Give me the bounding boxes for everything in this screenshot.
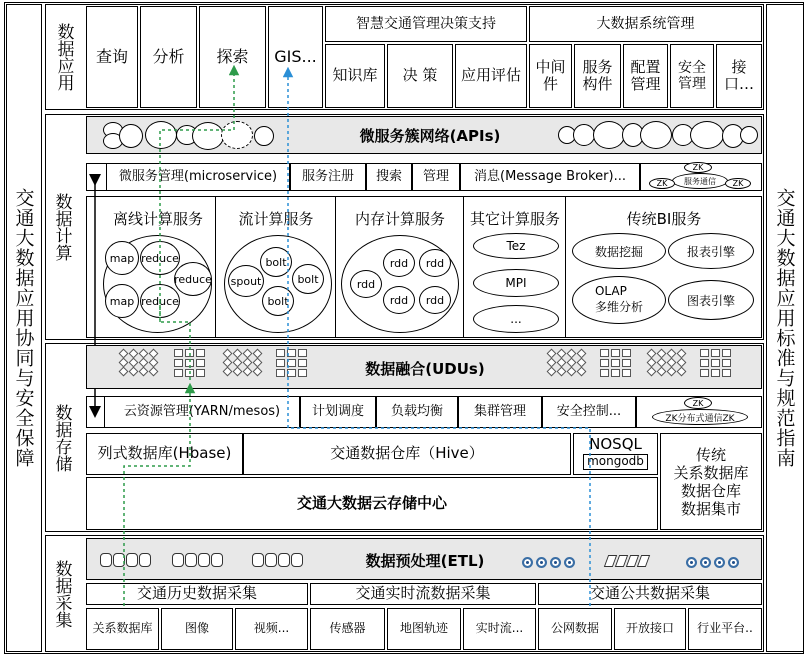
mongodb-label: mongodb xyxy=(583,454,648,470)
zk-node-left: ZK xyxy=(649,178,675,189)
source-video[interactable]: 视频... xyxy=(235,608,308,650)
app-layer-label: 数据应用 xyxy=(53,23,74,91)
rdd-node: rdd xyxy=(419,249,451,277)
hbase-box[interactable]: 列式数据库(Hbase) xyxy=(86,433,243,475)
source-industry-platform[interactable]: 行业平台.. xyxy=(688,608,762,650)
collect-layer-label: 数据采集 xyxy=(51,559,72,628)
cluster-node xyxy=(192,122,224,150)
offline-title: 离线计算服务 xyxy=(112,210,203,228)
udu-diamond-grid xyxy=(224,350,262,375)
map-node: map xyxy=(105,284,139,318)
bolt-node: bolt xyxy=(292,264,324,294)
query-box[interactable]: 查询 xyxy=(86,6,138,108)
spout-node: spout xyxy=(228,265,264,297)
source-public-net[interactable]: 公网数据 xyxy=(538,608,612,650)
source-relational-db[interactable]: 关系数据库 xyxy=(86,608,159,650)
service-component-box[interactable]: 服务构件 xyxy=(574,44,621,108)
analysis-box[interactable]: 分析 xyxy=(140,6,197,108)
chart-engine-node: 图表引擎 xyxy=(668,280,754,320)
source-sensor[interactable]: 传感器 xyxy=(310,608,385,650)
etl-drum-icons xyxy=(100,552,152,571)
traditional-db-box[interactable]: 传统 关系数据库 数据仓库 数据集市 xyxy=(660,433,762,530)
udu-square-grid xyxy=(700,349,731,377)
udu-diamond-grid xyxy=(120,350,158,375)
cluster-node xyxy=(740,126,758,144)
ms-search[interactable]: 搜索 xyxy=(366,163,412,191)
schedule-box[interactable]: 计划调度 xyxy=(300,396,376,428)
map-node: map xyxy=(105,241,139,275)
report-engine-node: 报表引擎 xyxy=(668,233,754,269)
ms-register[interactable]: 服务注册 xyxy=(290,163,366,191)
storage-layer-label: 数据存储 xyxy=(51,403,72,472)
ms-manage[interactable]: 管理 xyxy=(412,163,460,191)
right-banner xyxy=(766,4,804,652)
decision-support-title: 智慧交通管理决策支持 xyxy=(325,6,527,42)
realtime-collect[interactable]: 交通实时流数据采集 xyxy=(310,583,536,605)
explore-box[interactable]: 探索 xyxy=(199,6,266,108)
etl-gear-icons xyxy=(522,553,578,572)
mpi-node: MPI xyxy=(473,269,559,297)
rdd-node: rdd xyxy=(419,286,451,314)
middleware-box[interactable]: 中间件 xyxy=(529,44,572,108)
source-image[interactable]: 图像 xyxy=(161,608,233,650)
rdd-node: rdd xyxy=(350,270,382,298)
memory-title: 内存计算服务 xyxy=(354,210,445,228)
ms-management[interactable]: 微服务管理(microservice) xyxy=(106,163,290,191)
cloud-storage-center[interactable]: 交通大数据云存储中心 xyxy=(86,477,658,530)
udu-square-grid xyxy=(174,349,205,377)
etl-drum-icons xyxy=(172,552,224,571)
cluster-node xyxy=(221,121,253,149)
zk-dist-top: ZK xyxy=(684,397,712,409)
security-ctrl-box[interactable]: 安全控制... xyxy=(542,396,636,428)
knowledge-box[interactable]: 知识库 xyxy=(325,44,385,108)
udu-diamond-grid xyxy=(548,350,586,375)
cluster-node xyxy=(593,121,625,149)
zk-node-right: ZK xyxy=(725,178,751,189)
balance-box[interactable]: 负载均衡 xyxy=(376,396,458,428)
left-banner-text: 交通大数据应用协同与安全保障 xyxy=(12,188,35,468)
microservice-network-title: 微服务簇网络(APIs) xyxy=(359,127,501,145)
data-mining-node: 数据挖掘 xyxy=(572,233,666,269)
zk-node-top: ZK xyxy=(684,162,712,173)
evaluation-box[interactable]: 应用评估 xyxy=(455,44,527,108)
decision-box[interactable]: 决 策 xyxy=(387,44,453,108)
security-box[interactable]: 安全管理 xyxy=(670,44,714,108)
yarn-box[interactable]: 云资源管理(YARN/mesos) xyxy=(104,396,300,428)
bolt-node: bolt xyxy=(262,286,294,316)
reduce-node: reduce xyxy=(140,241,180,275)
rdd-node: rdd xyxy=(383,286,415,314)
cluster-node xyxy=(573,124,595,146)
history-collect[interactable]: 交通历史数据采集 xyxy=(86,583,308,605)
cluster-node xyxy=(640,121,672,149)
tez-node: Tez xyxy=(473,233,559,259)
etl-drum-icons xyxy=(252,552,304,571)
olap-node: OLAP 多维分析 xyxy=(572,276,666,324)
more-node: ... xyxy=(473,305,559,333)
stream-title: 流计算服务 xyxy=(238,210,314,228)
bolt-node: bolt xyxy=(260,247,292,277)
cluster-node xyxy=(254,126,274,146)
source-realtime-stream[interactable]: 实时流... xyxy=(463,608,536,650)
hive-box[interactable]: 交通数据仓库（Hive） xyxy=(243,433,571,475)
udu-square-grid xyxy=(600,349,631,377)
left-banner xyxy=(6,4,42,652)
ms-message-broker[interactable]: 消息(Message Broker)... xyxy=(460,163,640,191)
public-collect[interactable]: 交通公共数据采集 xyxy=(538,583,762,605)
etl-gear-icons xyxy=(686,553,742,572)
nosql-box[interactable] xyxy=(573,433,658,475)
cluster-node xyxy=(119,124,143,148)
zk-service-ellipse: 服务通信 xyxy=(672,173,728,189)
cluster-box[interactable]: 集群管理 xyxy=(458,396,542,428)
cluster-node xyxy=(145,121,177,149)
bigdata-mgmt-title: 大数据系统管理 xyxy=(529,6,762,42)
right-banner-text: 交通大数据应用标准与规范指南 xyxy=(773,188,796,468)
source-map-track[interactable]: 地图轨迹 xyxy=(387,608,461,650)
config-box[interactable]: 配置管理 xyxy=(623,44,668,108)
bi-title: 传统BI服务 xyxy=(626,210,702,228)
reduce-node: reduce xyxy=(140,284,180,318)
udu-diamond-grid xyxy=(648,350,686,375)
etl-pencil-icons xyxy=(606,552,650,571)
gis-box[interactable]: GIS... xyxy=(268,6,323,108)
reduce-node: reduce xyxy=(174,262,212,296)
nosql-label: NOSQL xyxy=(589,435,642,453)
udu-title: 数据融合(UDUs) xyxy=(365,360,485,378)
cluster-node xyxy=(690,121,724,149)
interface-box[interactable]: 接口… xyxy=(716,44,762,108)
rdd-node: rdd xyxy=(383,249,415,277)
udu-square-grid xyxy=(276,349,307,377)
compute-layer-label: 数据计算 xyxy=(51,193,72,261)
zk-dist-ellipse: ZK分布式通信ZK xyxy=(652,409,748,425)
source-open-api[interactable]: 开放接口 xyxy=(614,608,686,650)
other-title: 其它计算服务 xyxy=(469,210,560,228)
etl-title: 数据预处理(ETL) xyxy=(365,552,485,570)
